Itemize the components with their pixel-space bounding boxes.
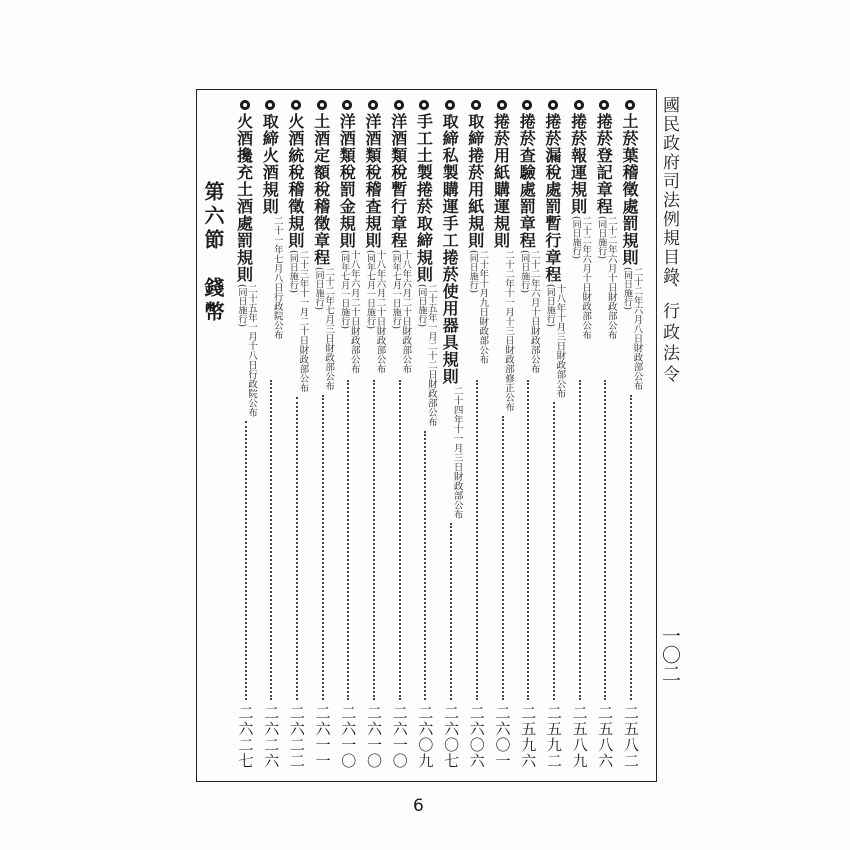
entry-page-number: 二六一〇 (365, 705, 383, 769)
toc-entry (440, 100, 464, 780)
entry-title: 火酒攙充土酒處罰規則 (234, 113, 254, 283)
bullet-icon (497, 100, 507, 110)
entry-title: 捲菸漏稅處罰暫行章程 (542, 113, 562, 283)
entry-page-number: 二五八九 (570, 705, 589, 769)
entry-page-number: 二六〇九 (416, 705, 435, 769)
dot-leader (399, 380, 401, 700)
entry-page-number: 二六一一 (313, 705, 332, 769)
section-heading: 第六節 錢幣 (201, 181, 225, 325)
entry-date: 二十二年六月十日財政部公布 (605, 216, 617, 340)
bullet-icon (419, 100, 429, 110)
dot-leader (527, 380, 529, 700)
running-header-title: 國民政府司法例規目錄 (659, 96, 679, 286)
entry-title: 土菸葉稽徵處罰規則 (620, 113, 639, 266)
entry-page-number: 二六一〇 (390, 705, 409, 769)
entry-title: 捲菸用紙購運規則 (491, 113, 511, 249)
entry-date: 二十二年十一月十三日財政部修正公布 (503, 250, 514, 412)
bullet-icon (548, 100, 558, 110)
footer-page-number: 6 (413, 796, 424, 816)
bullet-icon (445, 100, 455, 110)
dot-leader (450, 523, 452, 700)
toc-entry (235, 100, 259, 780)
entry-page-number: 二五九六 (519, 705, 538, 769)
entry-page-number: 二六二二 (287, 705, 306, 769)
entry-note: (同日施行) (570, 216, 581, 260)
bullet-icon (625, 100, 635, 110)
toc-entry (389, 100, 413, 780)
dot-leader (630, 395, 632, 700)
entry-page-number: 二六二七 (236, 705, 255, 769)
bullet-icon (240, 100, 250, 110)
dot-leader (270, 380, 272, 700)
entry-title: 洋酒類稅罰金規則 (337, 113, 357, 249)
entry-note: (同日施行) (236, 284, 247, 328)
entry-date: 十八年六月二十日財政部公布 (400, 250, 412, 374)
entry-title: 洋酒類稅稽查規則 (363, 113, 382, 249)
entry-date: 十八年六月二十日財政部公布 (374, 250, 386, 374)
toc-entry (594, 100, 618, 780)
dot-leader (296, 397, 298, 700)
entry-note: (同日施行) (467, 250, 478, 294)
entry-note: (同年七月一日施行) (339, 250, 350, 330)
entry-title: 取締火酒規則 (260, 113, 280, 215)
entry-date: 二十一年七月八日行政院公布 (271, 216, 283, 340)
entry-note: (同日施行) (544, 284, 555, 328)
bullet-icon (574, 100, 584, 110)
entry-date: 二十二年七月三日財政部公布 (323, 267, 335, 391)
dot-leader (347, 380, 349, 700)
entry-note: (同年七月一日施行) (390, 250, 401, 330)
bullet-icon (368, 100, 378, 110)
entry-note: (同日施行) (622, 267, 632, 311)
running-header-section: 行政法令 (659, 302, 679, 386)
entry-page-number: 二五八二 (622, 705, 640, 769)
dot-leader (245, 421, 247, 700)
toc-entry (517, 100, 541, 780)
entry-date: 二十年十月九日財政部公布 (477, 250, 489, 364)
entry-date: 二十四年十一月三日財政部公布 (451, 386, 463, 519)
dot-leader (502, 416, 504, 700)
dot-leader (579, 380, 581, 700)
bullet-icon (342, 100, 352, 110)
entry-date: 二十二年六月十日財政部公布 (580, 216, 592, 340)
toc-entry (569, 100, 593, 780)
entry-title: 捲菸查驗處罰章程 (517, 113, 537, 249)
bullet-icon (317, 100, 327, 110)
entry-title: 手工土製捲菸取締規則 (414, 113, 434, 283)
entry-note: (同年七月一日施行) (365, 250, 375, 330)
toc-entry (620, 100, 644, 780)
entry-title: 土酒定額稅稽徵章程 (311, 113, 331, 266)
toc-entry (312, 100, 336, 780)
bullet-icon (394, 100, 404, 110)
toc-entry (466, 100, 490, 780)
bullet-icon (599, 100, 609, 110)
entry-date: 二十二年六月八日財政部公布 (631, 267, 643, 391)
entry-date: 二十五年一月二十二日財政部公布 (425, 284, 437, 427)
entry-page-number: 二六二六 (262, 705, 281, 769)
bullet-icon (522, 100, 532, 110)
entry-date: 二十二年六月十日財政部公布 (528, 250, 540, 374)
page-number: 一〇二 (659, 626, 681, 683)
toc-entry (286, 100, 310, 780)
dot-leader (424, 431, 426, 700)
entry-date: 十八年六月二十日財政部公布 (348, 250, 360, 374)
dot-leader (553, 402, 555, 700)
entry-note: (同日施行) (416, 284, 427, 328)
toc-entry (260, 100, 284, 780)
entry-note: (同日施行) (519, 250, 530, 294)
toc-entry (492, 100, 516, 780)
entry-page-number: 二五八六 (596, 705, 615, 769)
entry-page-number: 二六〇七 (442, 705, 461, 769)
entry-page-number: 二六〇六 (467, 705, 486, 769)
entry-note: (同日施行) (596, 216, 607, 260)
entry-date: 二十五年一月十八日行政院公布 (246, 284, 257, 417)
entry-title: 取締捲菸用紙規則 (465, 113, 485, 249)
entry-note: (同日施行) (313, 267, 324, 311)
dot-leader (322, 395, 324, 700)
dot-leader (476, 380, 478, 700)
bullet-icon (265, 100, 275, 110)
bullet-icon (471, 100, 481, 110)
dot-leader (604, 380, 606, 700)
entry-page-number: 二六〇一 (493, 705, 512, 769)
bullet-icon (291, 100, 301, 110)
entry-page-number: 二五九二 (544, 705, 563, 769)
entry-title: 火酒統稅稽徵規則 (285, 113, 305, 249)
entry-date: 十八年十月三日財政部公布 (554, 284, 566, 398)
entry-page-number: 二六一〇 (339, 705, 358, 769)
toc-entry (414, 100, 438, 780)
toc-entry (363, 100, 387, 780)
entry-title: 捲菸登記章程 (594, 113, 614, 215)
entry-title: 捲菸報運規則 (568, 113, 588, 215)
running-header-separator: 、 (660, 282, 679, 298)
toc-entry (543, 100, 567, 780)
entry-note: (同日施行) (287, 250, 298, 294)
entry-date: 二十三年十一月二十日財政部公布 (297, 250, 309, 393)
dot-leader (373, 380, 375, 700)
toc-entry (337, 100, 361, 780)
entry-title: 洋酒類稅暫行章程 (388, 113, 408, 249)
entry-title: 取締私製購運手工捲菸使用器具規則 (440, 113, 460, 385)
